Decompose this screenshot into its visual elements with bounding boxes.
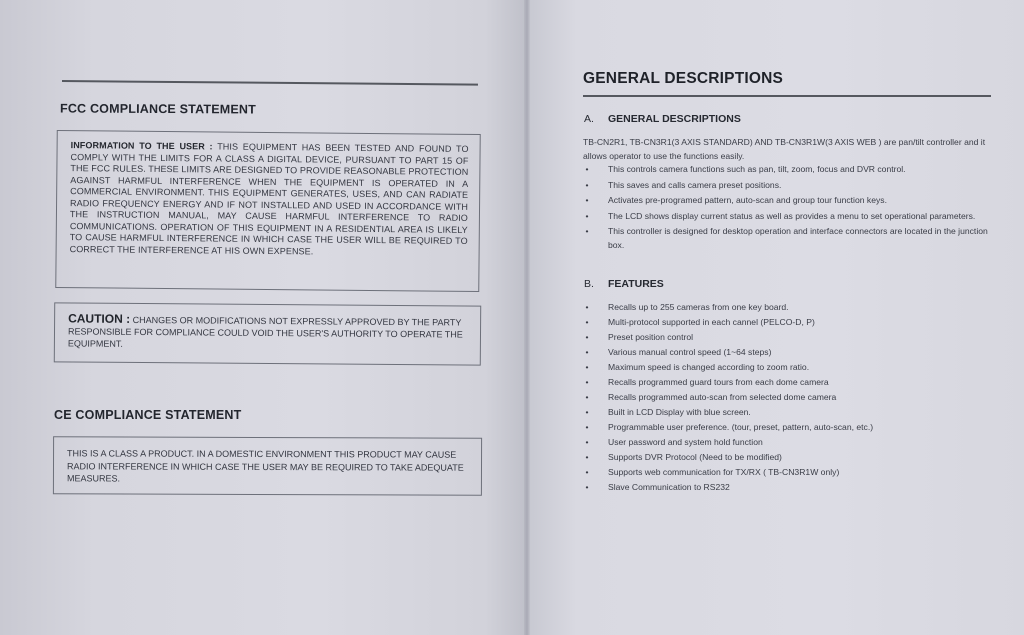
ce-heading: CE COMPLIANCE STATEMENT [54,408,242,422]
section-a-list [583,162,989,254]
bullet-icon: • [585,317,589,327]
list-item: • Slave Communication to RS232 [583,480,989,495]
bullet-icon: • [585,347,589,357]
list-item: • Supports DVR Protocol (Need to be modified) [583,450,989,465]
list-item: • Built in LCD Display with blue screen. [583,405,989,420]
section-a-title: GENERAL DESCRIPTIONS [608,113,741,125]
bullet-icon: • [585,437,589,447]
list-item: • This controls camera functions such as pan, tilt, zoom, focus and DVR control. [585,164,906,174]
list-item: • This controller is designed for desktop operation and interface connectors are located in the junction box. [585,226,988,250]
bullet-icon: • [585,467,589,477]
section-b-letter: B. [584,278,594,290]
bullet-icon: • [585,226,589,236]
list-item: • The LCD shows display current status as well as provides a menu to set operational parameters. [585,210,976,221]
page-title: GENERAL DESCRIPTIONS [583,70,784,87]
bullet-icon: • [585,210,589,221]
caution-box [54,302,481,365]
bullet-icon: • [585,195,589,205]
list-item: • Recalls up to 255 cameras from one key board. [583,300,989,315]
list-item: • Maximum speed is changed according to zoom ratio. [583,360,989,375]
fcc-lead: INFORMATION TO THE USER : [70,140,213,152]
list-item: • User password and system hold function [583,435,989,450]
list-item: • Multi-protocol supported in each cannel (PELCO-D, P) [583,315,989,330]
caution-lead: CAUTION : [68,311,131,326]
section-b-heading [584,278,664,290]
list-item: • Various manual control speed (1~64 steps) [583,345,989,360]
section-a-letter: A. [584,113,594,125]
bullet-icon: • [585,422,589,432]
list-item: • Preset position control [583,330,989,345]
bullet-icon: • [585,377,589,387]
section-a-heading [584,113,741,125]
features-list [583,300,989,495]
list-item: • Activates pre-programed pattern, auto-scan and group tour function keys. [585,195,887,205]
list-item: • Supports web communication for TX/RX ( TB-CN3R1W only) [583,465,989,480]
ce-statement-box [53,436,482,495]
bullet-icon: • [585,452,589,462]
title-underline [583,95,991,97]
book-gutter [524,0,530,635]
bullet-icon: • [585,407,589,417]
bullet-icon: • [585,164,589,174]
bullet-icon: • [585,332,589,342]
fcc-body: THIS EQUIPMENT HAS BEEN TESTED AND FOUND TO COMPLY WITH THE LIMITS FOR A CLASS A DIGITAL DEVICE, PURSUANT TO PART 15 OF THE FCC RULES. THESE LIMITS ARE DESIGNED TO PROVIDE REASONABLE PROTECTION AGAINST HARMFUL INTERFERENCE WHEN THE EQUIPMENT IS OPERATED IN A COMMERCIAL ENVIRONMENT. THIS EQUIPMENT GENERATES, USES, AND CAN RADIATE RADIO FREQUENCY ENERGY AND IF NOT INSTALLED AND USED IN ACCORDANCE WITH THE INSTRUCTION MANUAL, MAY CAUSE HARMFUL INTERFERENCE TO RADIO COMMUNICATIONS. OPERATION OF THIS EQUIPMENT IN A RESIDENTIAL AREA IS LIKELY TO CAUSE HARMFUL INTERFERENCE IN WHICH CASE THE USER WILL BE REQUIRED TO CORRECT THE INTERFERENCE AT HIS OWN EXPENSE. [69,141,469,256]
fcc-statement-text [70,140,469,259]
list-item: • Recalls programmed auto-scan from selected dome camera [583,390,989,405]
section-b-title: FEATURES [608,278,664,290]
bullet-icon: • [585,482,589,492]
section-a-intro: TB-CN2R1, TB-CN3R1(3 AXIS STANDARD) AND TB-CN3R1W(3 AXIS WEB ) are pan/tilt controller and it allows operator to use the functions easily. [583,137,986,161]
list-item: • This saves and calls camera preset positions. [585,179,782,190]
bullet-icon: • [585,362,589,372]
bullet-icon: • [585,302,589,312]
caution-text [68,312,470,352]
list-item: • Programmable user preference. (tour, preset, pattern, auto-scan, etc.) [583,420,989,435]
fcc-heading: FCC COMPLIANCE STATEMENT [59,101,257,117]
bullet-icon: • [585,179,589,190]
ce-body: THIS IS A CLASS A PRODUCT. IN A DOMESTIC ENVIRONMENT THIS PRODUCT MAY CAUSE RADIO INTERFERENCE IN WHICH CASE THE USER MAY BE REQUIRED TO TAKE ADEQUATE MEASURES. [66,448,464,484]
caution-body: CHANGES OR MODIFICATIONS NOT EXPRESSLY APPROVED BY THE PARTY RESPONSIBLE FOR COMPLIANCE COULD VOID THE USER'S AUTHORITY TO OPERATE THE EQUIPMENT. [67,314,463,349]
fcc-statement-box [55,130,480,292]
list-item: • Recalls programmed guard tours from each dome camera [583,375,989,390]
bullet-icon: • [585,392,589,402]
